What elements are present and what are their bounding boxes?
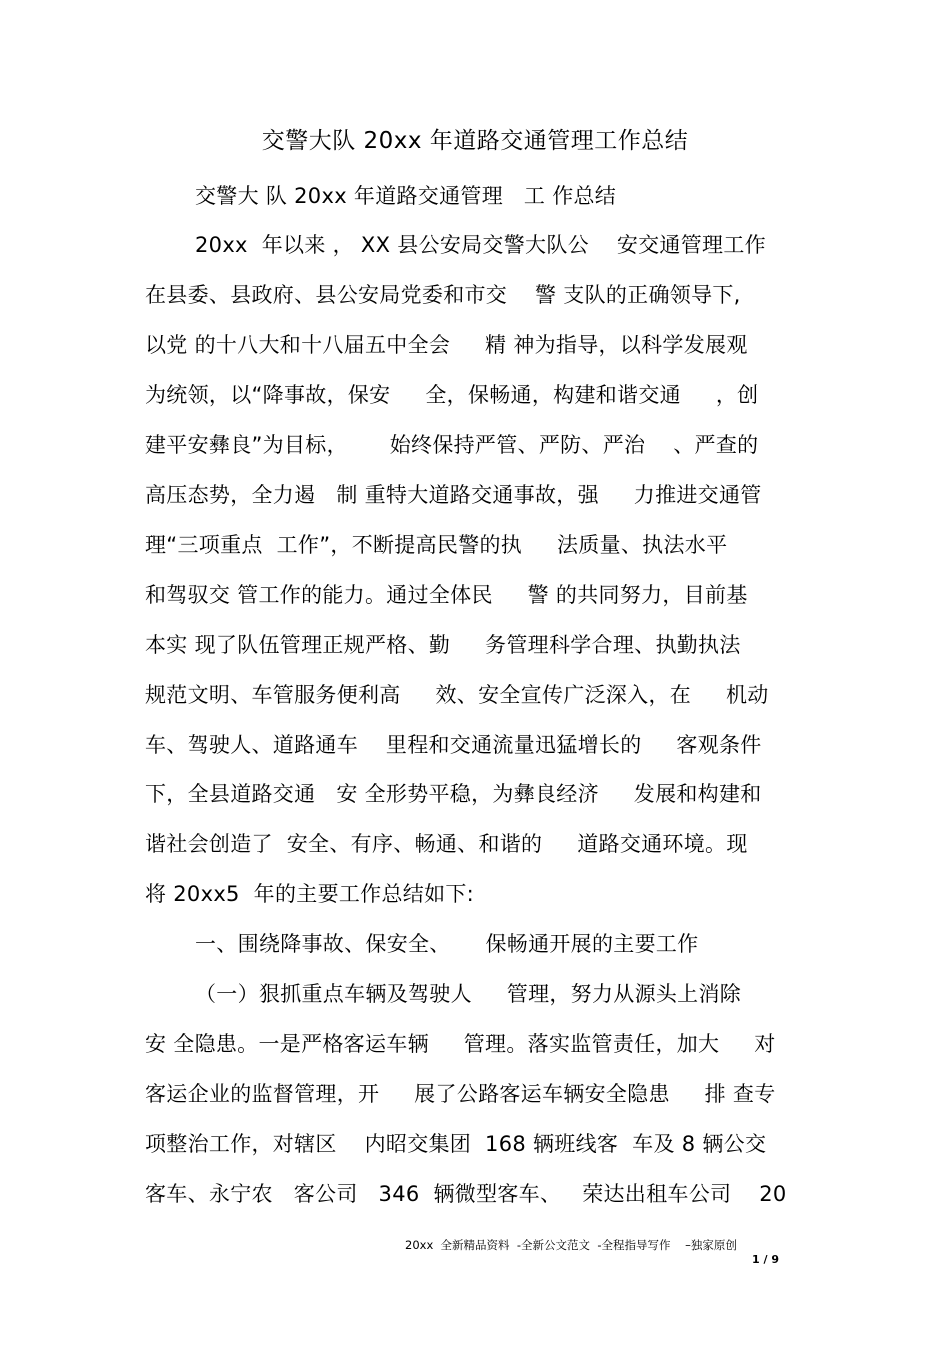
body-line: 下，全县道路交通 安 全形势平稳，为彝良经济 发展和构建和 (145, 782, 762, 806)
body-line: 为统领，以“降事故，保安 全，保畅通，构建和谐交通 ，创 (145, 383, 759, 407)
body-line: 将 20xx5 年的主要工作总结如下: (145, 882, 475, 906)
body-line: 车、驾驶人、道路通车 里程和交通流量迅猛增长的 客观条件 (145, 733, 762, 757)
document-title: 交警大队 20xx 年道路交通管理工作总结 (261, 128, 689, 154)
body-line: 理“三项重点 工作”，不断提高民警的执 法质量、执法水平 (145, 533, 728, 557)
body-line: 项整治工作，对辖区 内昭交集团 168 辆班线客 车及 8 辆公交 (145, 1132, 767, 1156)
body-line: 建平安彝良”为目标， 始终保持严管、严防、严治 、严查的 (145, 433, 759, 457)
body-line: 20xx 年以来 ， XX 县公安局交警大队公 安交通管理工作 (195, 233, 766, 257)
body-line: 规范文明、车管服务便利高 效、安全宣传广泛深入，在 机动 (145, 683, 769, 707)
body-line: 高压态势，全力遏 制 重特大道路交通事故，强 力推进交通管 (145, 483, 762, 507)
body-line: 和驾驭交 管工作的能力。通过全体民 警 的共同努力，目前基 (145, 583, 748, 607)
body-line: 客运企业的监督管理，开 展了公路客运车辆安全隐患 排 查专 (145, 1082, 776, 1106)
body-line: 在县委、县政府、县公安局党委和市交 警 支队的正确领导下, (145, 283, 741, 307)
body-line: 本实 现了队伍管理正规严格、勤 务管理科学合理、执勤执法 (145, 633, 741, 657)
body-line: 谐社会创造了 安全、有序、畅通、和谐的 道路交通环境。现 (145, 832, 748, 856)
page-number: 1 / 9 (752, 1253, 779, 1266)
section-heading: 一、围绕降事故、保安全、 保畅通开展的主要工作 (195, 932, 699, 956)
body-line: 以党 的十八大和十八届五中全会 精 神为指导，以科学发展观 (145, 333, 748, 357)
footer-note: 20xx 全新精品资料 -全新公文范文 -全程指导写作 –独家原创 (405, 1238, 737, 1252)
subsection-heading: （一）狠抓重点车辆及驾驶人 管理，努力从源头上消除 (195, 982, 742, 1006)
body-line: 客车、永宁农 客公司 346 辆微型客车、 荣达出租车公司 20 (145, 1182, 787, 1206)
body-line: 安 全隐患。一是严格客运车辆 管理。落实监管责任，加大 对 (145, 1032, 776, 1056)
body-line: 交警大 队 20xx 年道路交通管理 工 作总结 (195, 184, 617, 208)
